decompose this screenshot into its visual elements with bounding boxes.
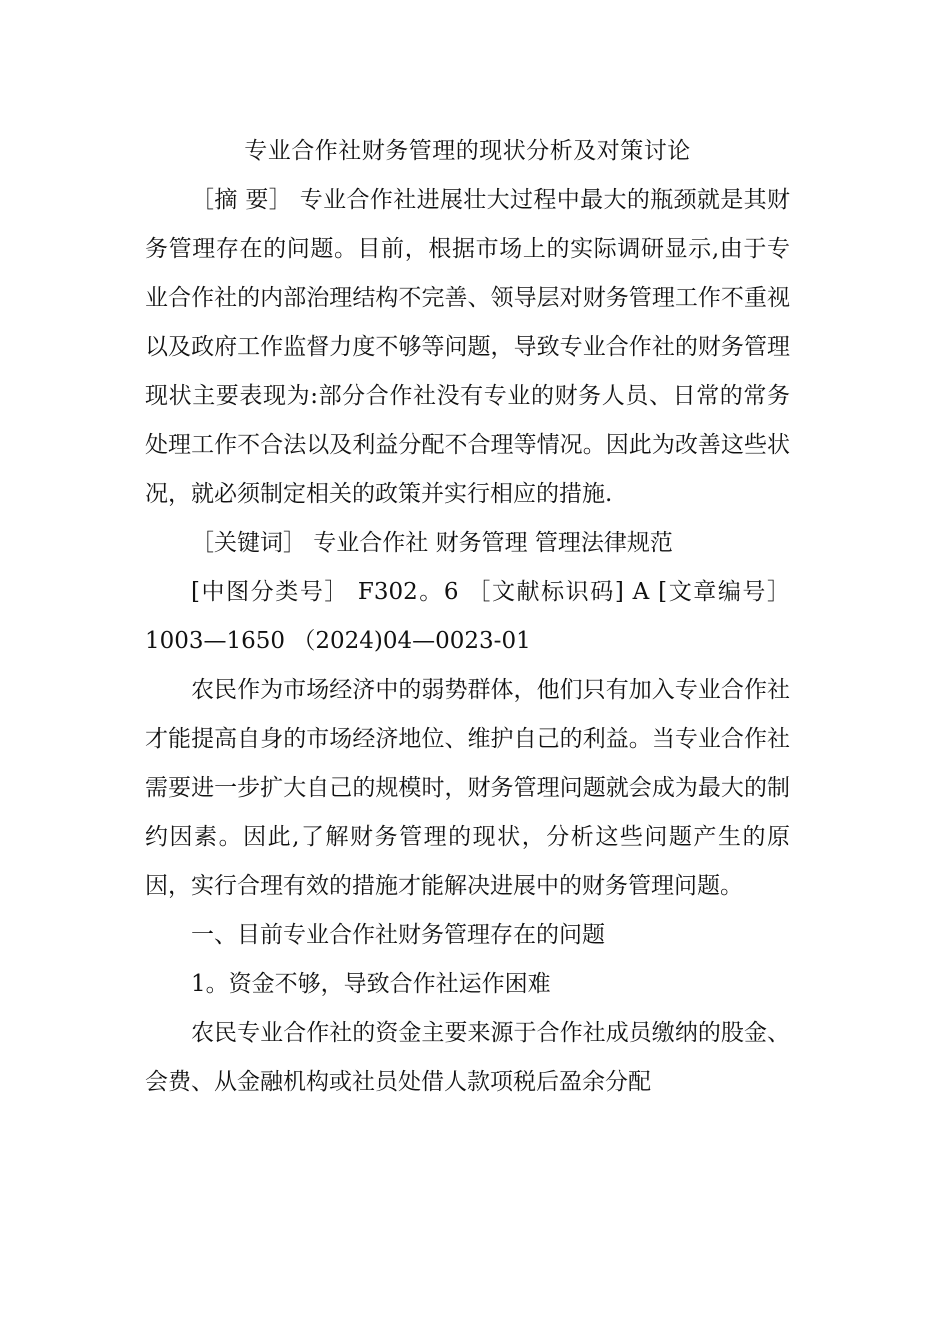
body-paragraph: 农民专业合作社的资金主要来源于合作社成员缴纳的股金、会费、从金融机构或社员处借人款项税后盈余分配 <box>145 1020 790 1095</box>
section-heading: 一、目前专业合作社财务管理存在的问题 <box>191 922 605 948</box>
document-title: 专业合作社财务管理的现状分析及对策讨论 <box>244 138 691 164</box>
classification-line: [中图分类号］ F302。6 ［文献标识码] A [文章编号］ 1003—1650 （2024)04—0023-01 <box>145 579 790 654</box>
abstract-paragraph: ［摘 要］ 专业合作社进展壮大过程中最大的瓶颈就是其财务管理存在的问题。目前，根据市场上的实际调研显示,由于专业合作社的内部治理结构不完善、领导层对财务管理工作不重视以及政府工作监督力度不够等问题，导致专业合作社的财务管理现状主要表现为:部分合作社没有专业的财务人员、日常的常务处理工作不合法以及利益分配不合理等情况。因此为改善这些状况，就必须制定相关的政策并实行相应的措施. <box>145 187 790 507</box>
document-body <box>145 127 790 1107</box>
intro-paragraph: 农民作为市场经济中的弱势群体，他们只有加入专业合作社才能提高自身的市场经济地位、维护自己的利益。当专业合作社需要进一步扩大自己的规模时，财务管理问题就会成为最大的制约因素。因此,了解财务管理的现状，分析这些问题产生的原因，实行合理有效的措施才能解决进展中的财务管理问题。 <box>145 677 790 899</box>
subsection-heading: 1。资金不够，导致合作社运作困难 <box>191 971 551 997</box>
keywords-line: ［关键词］ 专业合作社 财务管理 管理法律规范 <box>191 530 673 556</box>
